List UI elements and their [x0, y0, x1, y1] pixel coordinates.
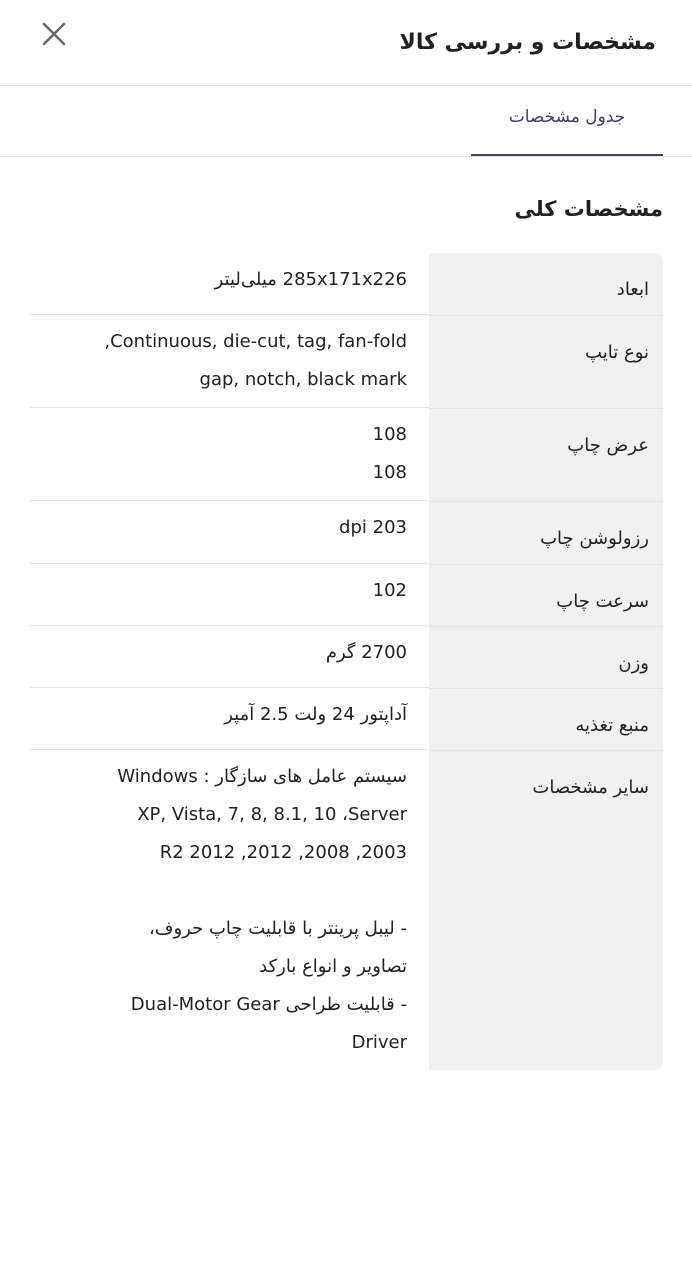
spec-key: سایر مشخصات: [429, 750, 663, 1070]
spec-row-dimensions: [29, 253, 663, 315]
page-title: مشخصات و بررسی کالا: [399, 30, 656, 55]
spec-row-other: [29, 750, 663, 1070]
spec-value: Continuous, die-cut, tag, fan-fold, gap, notch, black mark: [29, 315, 429, 408]
spec-key: عرض چاپ: [429, 408, 663, 501]
spec-row-power: [29, 688, 663, 750]
spec-row-speed: [29, 564, 663, 626]
spec-value: سیستم عامل های سازگار : Windows XP, Vista, 7, 8, 8.1, 10 ،Server 2003, 2008, 2012, 2012 R2 - لیبل پرینتر با قابلیت چاپ حروف، تصاویر و انواع بارکد - قابلیت طراحی Dual-Motor Gear Driver: [117, 766, 407, 1053]
spec-table: [29, 253, 663, 1070]
spec-key: نوع تایپ: [429, 315, 663, 408]
tab-spec-table[interactable]: جدول مشخصات: [471, 86, 663, 156]
spec-key: وزن: [429, 626, 663, 688]
spec-row-print-width: [29, 408, 663, 501]
spec-key: رزولوشن چاپ: [429, 501, 663, 564]
spec-key: سرعت چاپ: [429, 564, 663, 626]
spec-value: 102: [29, 564, 429, 626]
section-title: مشخصات کلی: [514, 197, 663, 221]
spec-value: 108 108: [29, 408, 429, 501]
spec-key: منبع تغذیه: [429, 688, 663, 750]
spec-value: 203 dpi: [29, 501, 429, 564]
close-button[interactable]: [34, 14, 74, 54]
spec-row-weight: [29, 626, 663, 688]
spec-row-resolution: [29, 501, 663, 564]
spec-value: آداپتور 24 ولت 2.5 آمپر: [29, 688, 429, 750]
tab-bar: [0, 86, 692, 157]
spec-value: 285x171x226 میلی‌لیتر: [29, 253, 429, 315]
close-icon: [41, 21, 67, 47]
header: [0, 0, 692, 86]
spec-value: 2700 گرم: [29, 626, 429, 688]
spec-key: ابعاد: [429, 253, 663, 315]
spec-row-type: [29, 315, 663, 408]
